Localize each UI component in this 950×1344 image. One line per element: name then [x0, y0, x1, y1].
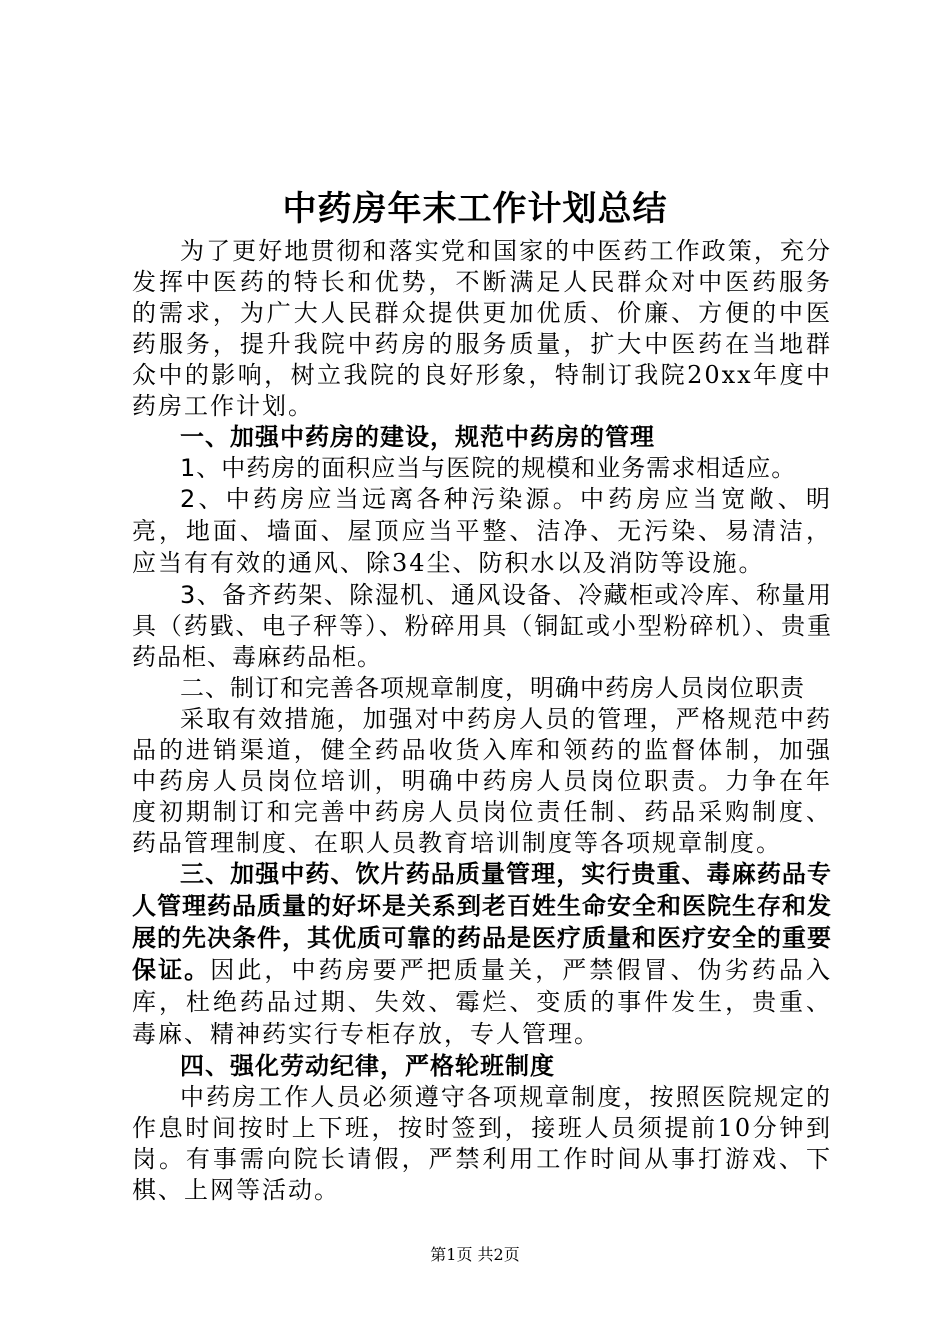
- section-1-item-1: 1、中药房的面积应当与医院的规模和业务需求相适应。: [180, 454, 797, 482]
- item-2-lead: 2、中药房应当远离各种污染源。: [180, 485, 580, 513]
- section-1-heading: 一、加强中药房的建设，规范中药房的管理: [180, 423, 655, 451]
- section-3-bold: 三、加强中药、饮片药品质量管理，实行贵重、毒麻药品专人管理药品质量的好坏是关系到老百姓生命安全和医院生存和发展的先决条件，其优质可靠的药品是医疗质量和医疗安全的重要保证。: [132, 860, 832, 984]
- intro-paragraph: 为了更好地贯彻和落实党和国家的中医药工作政策，充分发挥中医药的特长和优势，不断满足人民群众对中医药服务的需求，为广大人民群众提供更加优质、价廉、方便的中医药服务，提升我院中药房的服务质量，扩大中医药在当地群众中的影响，树立我院的良好形象，特制订我院20xx年度中药房工作计划。: [132, 237, 832, 420]
- page-footer: 第1页 共2页: [430, 1245, 520, 1264]
- section-2-heading: 二、制订和完善各项规章制度，明确中药房人员岗位职责: [180, 674, 805, 702]
- section-4-heading: 四、强化劳动纪律，严格轮班制度: [180, 1052, 555, 1080]
- section-1-item-2: [132, 484, 832, 580]
- section-1-item-3: 3、备齐药架、除湿机、通风设备、冷藏柜或冷库、称量用具（药戥、电子秤等）、粉碎用具（铜缸或小型粉碎机）、贵重药品柜、毒麻药品柜。: [132, 581, 832, 671]
- item-2-rest: 中药房应当宽敞、明亮，地面、墙面、屋顶应当平整、洁净、无污染、易清洁，应当有有效的通风、除34尘、防积水以及消防等设施。: [132, 485, 832, 577]
- section-4-body: 中药房工作人员必须遵守各项规章制度，按照医院规定的作息时间按时上下班，按时签到，接班人员须提前10分钟到岗。有事需向院长请假，严禁利用工作时间从事打游戏、下棋、上网等活动。: [132, 1083, 832, 1204]
- document-title: 中药房年末工作计划总结: [282, 189, 668, 229]
- section-2-body: 采取有效措施，加强对中药房人员的管理，严格规范中药品的进销渠道，健全药品收货入库和领药的监督体制，加强中药房人员岗位培训，明确中药房人员岗位职责。力争在年度初期制订和完善中药房人员岗位责任制、药品采购制度、药品管理制度、在职人员教育培训制度等各项规章制度。: [132, 705, 832, 857]
- document-body: [132, 236, 832, 1206]
- section-3-paragraph: [132, 859, 832, 1051]
- section-3-rest: 因此，中药房要严把质量关，严禁假冒、伪劣药品入库，杜绝药品过期、失效、霉烂、变质的事件发生，贵重、毒麻、精神药实行专柜存放，专人管理。: [132, 956, 833, 1048]
